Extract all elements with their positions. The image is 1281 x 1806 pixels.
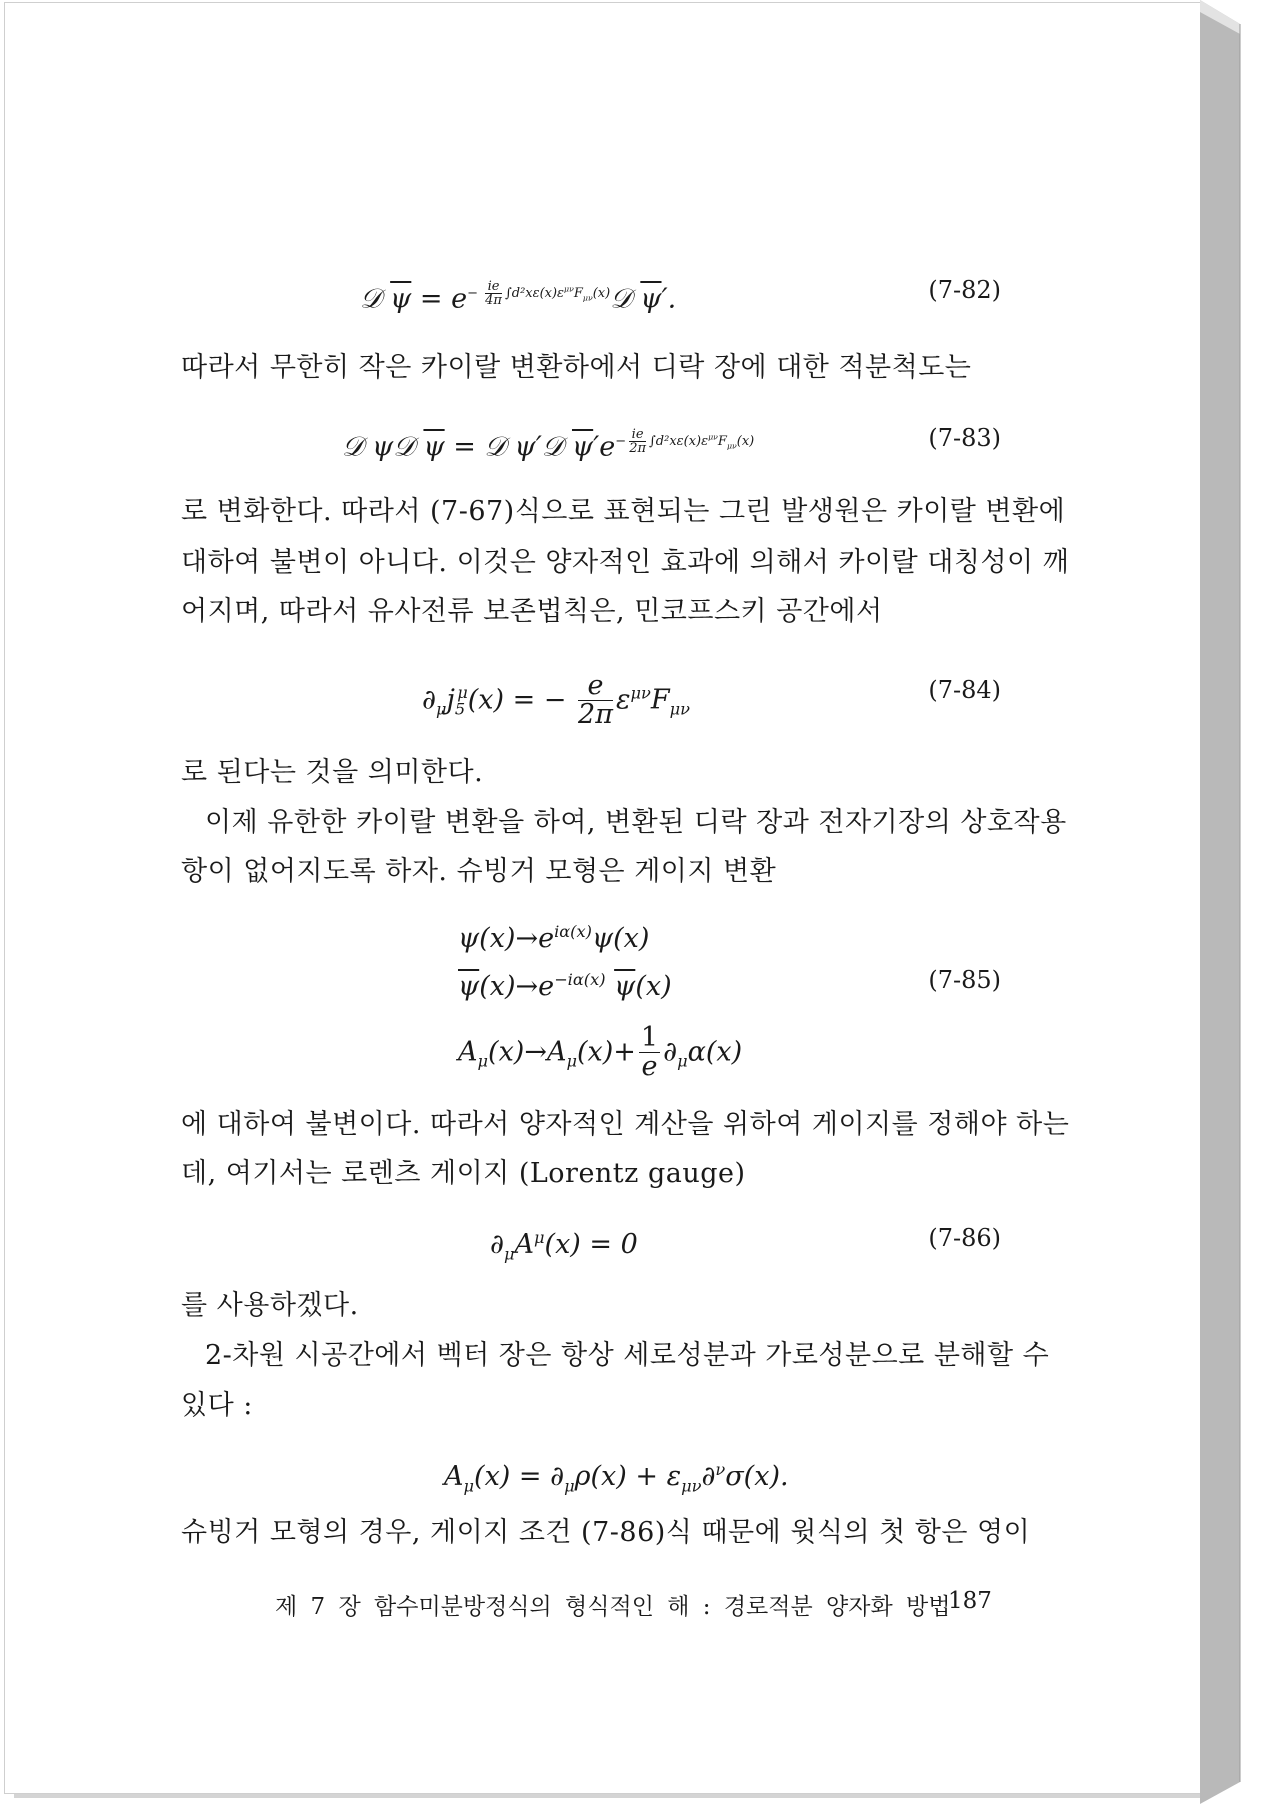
paragraph-line: 로 변화한다. 따라서 (7-67)식으로 표현되는 그린 발생원은 카이랄 변환에 xyxy=(181,496,1066,527)
paragraph-line: 항이 없어지도록 하자. 슈빙거 모형은 게이지 변환 xyxy=(181,856,777,887)
equation-7-84: $\partial_\mu j_5^\mu(x)$ = − $\frac{e}{2\pi}$ $\varepsilon^{\mu\nu}F_{\mu\nu}$ xyxy=(422,670,690,731)
equation-number: (7-86) xyxy=(928,1224,1001,1252)
running-footer: 제 7 장 함수미분방정식의 형식적인 해 : 경로적분 양자화 방법 xyxy=(275,1594,951,1620)
paragraph-line: 로 된다는 것을 의미한다. xyxy=(181,757,484,788)
equation-number: (7-84) xyxy=(928,676,1001,704)
equation-7-83: 𝒟 ψ𝒟 $\overline{\psi}$ = 𝒟 ψ′𝒟 $\overline{\psi}'e^{- \frac{ie}{2\pi} \int d^2x\varepsilon(x)\varepsilon^{\mu\nu}F_{\mu\nu}(x)}$ xyxy=(342,426,755,463)
paragraph-line: 있다 : xyxy=(181,1390,253,1421)
paragraph-line: 이제 유한한 카이랄 변환을 하여, 변환된 디락 장과 전자기장의 상호작용 xyxy=(205,807,1067,838)
paragraph-line: 2-차원 시공간에서 벡터 장은 항상 세로성분과 가로성분으로 분해할 수 xyxy=(205,1340,1050,1371)
paragraph-line: 슈빙거 모형의 경우, 게이지 조건 (7-86)식 때문에 윗식의 첫 항은 영이 xyxy=(181,1517,1031,1548)
equation-number: (7-85) xyxy=(928,966,1001,994)
equation-7-85-line2: $\overline{\psi}(x)\to e^{-i\alpha(x)}$ $\overline{\psi}(x)$ xyxy=(458,970,672,1002)
equation-7-85-line3: $A_\mu(x)\to A_\mu(x)+$ $\frac{1}{e}$ $\partial_\mu\alpha(x)$ xyxy=(458,1022,743,1083)
paragraph-line: 대하여 불변이 아니다. 이것은 양자적인 효과에 의해서 카이랄 대칭성이 깨 xyxy=(181,547,1070,578)
paragraph-line: 에 대하여 불변이다. 따라서 양자적인 계산을 위하여 게이지를 정해야 하는 xyxy=(181,1109,1070,1140)
equation-7-86: $\partial_\mu A^\mu(x) = 0$ xyxy=(490,1228,638,1264)
paragraph-line: 를 사용하겠다. xyxy=(181,1290,359,1321)
equation-7-82: 𝒟 $\overline{\psi}$ = $e^{- \frac{ie}{4\pi} \int d^2x\varepsilon(x)\varepsilon^{\mu\nu}F_{\mu\nu}(x)}𝒟$ $\overline{\psi}'$. xyxy=(360,278,677,315)
equation-number: (7-83) xyxy=(928,424,1001,452)
equation-number: (7-82) xyxy=(928,276,1001,304)
paragraph-line: 어지며, 따라서 유사전류 보존법칙은, 민코프스키 공간에서 xyxy=(181,596,883,627)
paragraph-line: 따라서 무한히 작은 카이랄 변환하에서 디락 장에 대한 적분척도는 xyxy=(181,352,972,383)
paragraph-line: 데, 여기서는 로렌츠 게이지 (Lorentz gauge) xyxy=(181,1158,746,1189)
page-number: 187 xyxy=(948,1588,992,1614)
equation-decomposition: $A_\mu(x) = \partial_\mu\rho(x) + \varepsilon_{\mu\nu}\partial^\nu\sigma(x)$. xyxy=(444,1460,789,1496)
equation-7-85-line1: $\psi(x)\to e^{i\alpha(x)}\psi(x)$ xyxy=(458,922,650,954)
